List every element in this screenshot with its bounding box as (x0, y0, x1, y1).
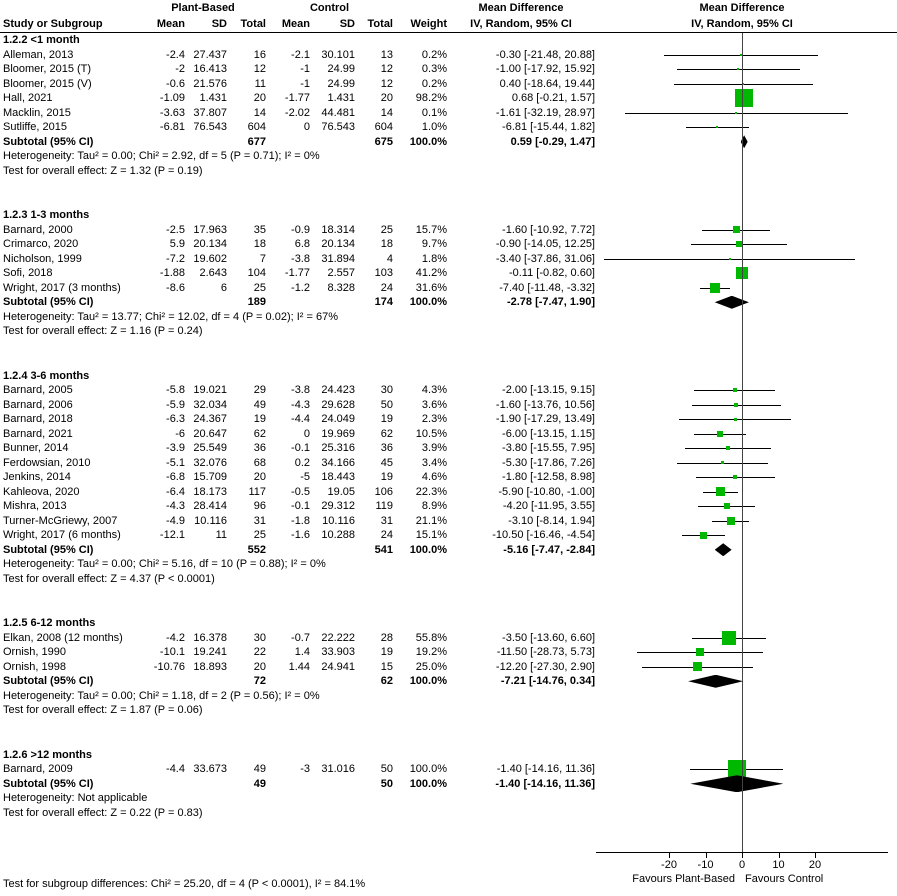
plot-cell (595, 499, 897, 514)
plot-cell (595, 660, 897, 675)
effect-marker (717, 431, 723, 437)
plot-cell (595, 91, 897, 106)
effect-marker (724, 503, 730, 509)
study-header: Study or Subgroup (3, 18, 103, 30)
mean1-header: Mean (156, 18, 185, 30)
subtotal-row: Subtotal (95% CI) 72 62 100.0% -7.21 [-14.76, 0.34] (0, 674, 897, 689)
axis-tick (669, 852, 670, 858)
overall-effect-text: Test for overall effect: Z = 4.37 (P < 0.0001) (3, 572, 215, 585)
plot-cell (595, 456, 897, 471)
study-row: Ornish, 1998 -10.76 18.893 20 1.44 24.941 15 25.0% -12.20 [-27.30, 2.90] (0, 660, 897, 675)
axis-tick (706, 852, 707, 858)
plot-cell (595, 674, 897, 689)
study-row: Bloomer, 2015 (T) -2 16.413 12 -1 24.99 12 0.3% -1.00 [-17.92, 15.92] (0, 62, 897, 77)
study-row: Alleman, 2013 -2.4 27.437 16 -2.1 30.101 13 0.2% -0.30 [-21.48, 20.88] (0, 48, 897, 63)
subtotal-row: Subtotal (95% CI) 677 675 100.0% 0.59 [-0.29, 1.47] (0, 135, 897, 150)
plot-cell (595, 528, 897, 543)
plot-cell (595, 383, 897, 398)
study-row: Kahleova, 2020 -6.4 18.173 117 -0.5 19.05 106 22.3% -5.90 [-10.80, -1.00] (0, 485, 897, 500)
study-row: Wright, 2017 (3 months) -8.6 6 25 -1.2 8.328 24 31.6% -7.40 [-11.48, -3.32] (0, 281, 897, 296)
study-row: Nicholson, 1999 -7.2 19.602 7 -3.8 31.894 4 1.8% -3.40 [-37.86, 31.06] (0, 252, 897, 267)
favours-left-label: Favours Plant-Based (632, 873, 735, 885)
study-row: Wright, 2017 (6 months) -12.1 11 25 -1.6 10.288 24 15.1% -10.50 [-16.46, -4.54] (0, 528, 897, 543)
group2-header: Control (309, 2, 350, 14)
study-row: Bunner, 2014 -3.9 25.549 36 -0.1 25.316 36 3.9% -3.80 [-15.55, 7.95] (0, 441, 897, 456)
study-row: Sutliffe, 2015 -6.81 76.543 604 0 76.543 604 1.0% -6.81 [-15.44, 1.82] (0, 120, 897, 135)
plot-cell (595, 281, 897, 296)
study-row: Barnard, 2006 -5.9 32.034 49 -4.3 29.628 50 3.6% -1.60 [-13.76, 10.56] (0, 398, 897, 413)
table-header (0, 0, 897, 33)
plot-cell (595, 223, 897, 238)
study-row: Barnard, 2009 -4.4 33.673 49 -3 31.016 50 100.0% -1.40 [-14.16, 11.36] (0, 762, 897, 777)
effect-marker (696, 648, 704, 656)
section-spacer (0, 178, 897, 208)
study-row: Sofi, 2018 -1.88 2.643 104 -1.77 2.557 103 41.2% -0.11 [-0.82, 0.60] (0, 266, 897, 281)
plot-cell (595, 543, 897, 558)
plot-cell (595, 762, 897, 777)
study-row: Elkan, 2008 (12 months) -4.2 16.378 30 -0.7 22.222 28 55.8% -3.50 [-13.60, 6.60] (0, 631, 897, 646)
effect-marker (729, 258, 731, 260)
subtotal-diamond (688, 675, 743, 688)
favours-right-label: Favours Control (745, 873, 824, 885)
section-title: 1.2.5 6-12 months (3, 617, 96, 629)
study-row: Turner-McGriewy, 2007 -4.9 10.116 31 -1.8 10.116 31 21.1% -3.10 [-8.14, 1.94] (0, 514, 897, 529)
plot-cell (595, 514, 897, 529)
study-row: Jenkins, 2014 -6.8 15.709 20 -5 18.443 19 4.6% -1.80 [-12.58, 8.98] (0, 470, 897, 485)
weight-header: Weight (410, 18, 447, 30)
plot-column-title: Mean Difference (699, 2, 785, 14)
study-row: Barnard, 2005 -5.8 19.021 29 -3.8 24.423 30 4.3% -2.00 [-13.15, 9.15] (0, 383, 897, 398)
study-row: Bloomer, 2015 (V) -0.6 21.576 11 -1 24.99 12 0.2% 0.40 [-18.64, 19.44] (0, 77, 897, 92)
effect-marker (737, 68, 739, 70)
effect-marker (716, 126, 718, 128)
subtotal-row: Subtotal (95% CI) 189 174 100.0% -2.78 [-7.47, 1.90] (0, 295, 897, 310)
study-row: Ferdowsian, 2010 -5.1 32.076 68 0.2 34.166 45 3.4% -5.30 [-17.86, 7.26] (0, 456, 897, 471)
sd2-header: SD (339, 18, 355, 30)
effect-marker (733, 388, 737, 392)
overall-effect-text: Test for overall effect: Z = 1.87 (P = 0.06) (3, 704, 203, 716)
heterogeneity-text: Heterogeneity: Tau² = 0.00; Chi² = 5.16, df = 10 (P = 0.88); I² = 0% (3, 558, 326, 570)
section-spacer (0, 586, 897, 616)
section-title: 1.2.3 1-3 months (3, 209, 90, 221)
section-spacer (0, 339, 897, 369)
model-header: IV, Random, 95% CI (470, 18, 572, 30)
axis-tick-label: -20 (661, 859, 677, 871)
plot-cell (595, 295, 897, 310)
mean2-header: Mean (281, 18, 310, 30)
plot-cell (595, 441, 897, 456)
subtotal-diamond (690, 775, 783, 792)
plot-cell (595, 470, 897, 485)
plot-cell (595, 135, 897, 150)
plot-cell (595, 631, 897, 646)
plot-cell (595, 485, 897, 500)
effect-marker (733, 226, 740, 233)
study-row: Barnard, 2000 -2.5 17.963 35 -0.9 18.314 25 15.7% -1.60 [-10.92, 7.72] (0, 223, 897, 238)
study-row: Barnard, 2021 -6 20.647 62 0 19.969 62 10.5% -6.00 [-13.15, 1.15] (0, 427, 897, 442)
sd1-header: SD (211, 18, 227, 30)
subtotal-row: Subtotal (95% CI) 49 50 100.0% -1.40 [-14.16, 11.36] (0, 777, 897, 792)
plot-cell (595, 427, 897, 442)
plot-cell (595, 62, 897, 77)
plot-cell (595, 106, 897, 121)
effect-marker (734, 403, 738, 407)
effect-marker (733, 475, 737, 479)
heterogeneity-text: Heterogeneity: Tau² = 13.77; Chi² = 12.02, df = 4 (P = 0.02); I² = 67% (3, 310, 338, 323)
effect-marker (727, 517, 735, 525)
plot-cell (595, 266, 897, 281)
section-title: 1.2.6 >12 months (3, 748, 92, 761)
study-row: Crimarco, 2020 5.9 20.134 18 6.8 20.134 18 9.7% -0.90 [-14.05, 12.25] (0, 237, 897, 252)
total2-header: Total (367, 18, 393, 30)
subgroup-difference-test: Test for subgroup differences: Chi² = 25.20, df = 4 (P < 0.0001), I² = 84.1% (3, 878, 366, 890)
subtotal-row: Subtotal (95% CI) 552 541 100.0% -5.16 [-7.47, -2.84] (0, 543, 897, 558)
axis-tick-label: 10 (772, 859, 785, 871)
effect-marker (693, 662, 702, 671)
study-row: Mishra, 2013 -4.3 28.414 96 -0.1 29.312 119 8.9% -4.20 [-11.95, 3.55] (0, 499, 897, 514)
plot-cell (595, 777, 897, 792)
section-spacer (0, 718, 897, 748)
plot-cell (595, 398, 897, 413)
effect-marker (716, 487, 725, 496)
axis-tick (779, 852, 780, 858)
effect-marker (736, 241, 742, 247)
study-row: Macklin, 2015 -3.63 37.807 14 -2.02 44.481 14 0.1% -1.61 [-32.19, 28.97] (0, 106, 897, 121)
effect-marker (722, 631, 736, 645)
effect-marker (726, 446, 730, 450)
heterogeneity-text: Heterogeneity: Tau² = 0.00; Chi² = 2.92, df = 5 (P = 0.71); I² = 0% (3, 150, 320, 162)
overall-effect-text: Test for overall effect: Z = 1.16 (P = 0.24) (3, 325, 203, 337)
effect-marker (700, 532, 707, 539)
plot-cell (595, 645, 897, 660)
axis-tick-label: 0 (738, 859, 746, 871)
effect-marker (721, 461, 724, 464)
axis-tick-label: 20 (808, 859, 822, 871)
heterogeneity-text: Heterogeneity: Tau² = 0.00; Chi² = 1.18, df = 2 (P = 0.56); I² = 0% (3, 689, 320, 702)
zero-reference-line (742, 33, 743, 852)
overall-effect-text: Test for overall effect: Z = 1.32 (P = 0.19) (3, 164, 203, 177)
group1-header: Plant-Based (171, 2, 235, 14)
study-row: Barnard, 2018 -6.3 24.367 19 -4.4 24.049 19 2.3% -1.90 [-17.29, 13.49] (0, 412, 897, 427)
subtotal-diamond (715, 543, 732, 556)
axis-tick-label: -10 (697, 859, 714, 871)
plot-cell (595, 412, 897, 427)
effect-column-title: Mean Difference (478, 2, 564, 14)
plot-cell (595, 48, 897, 63)
plot-cell (595, 120, 897, 135)
heterogeneity-text: Heterogeneity: Not applicable (3, 792, 148, 804)
plot-model-header: IV, Random, 95% CI (691, 18, 793, 30)
plot-cell (595, 252, 897, 267)
section-title: 1.2.2 <1 month (3, 34, 80, 46)
study-row: Hall, 2021 -1.09 1.431 20 -1.77 1.431 20 98.2% 0.68 [-0.21, 1.57] (0, 91, 897, 106)
section-title: 1.2.4 3-6 months (3, 369, 90, 382)
forest-rows (0, 33, 897, 820)
x-axis (595, 820, 897, 896)
effect-marker (734, 418, 737, 421)
axis-tick (815, 852, 816, 858)
overall-effect-text: Test for overall effect: Z = 0.22 (P = 0.83) (3, 806, 203, 819)
plot-cell (595, 237, 897, 252)
subtotal-diamond (715, 296, 749, 309)
study-row: Ornish, 1990 -10.1 19.241 22 1.4 33.903 19 19.2% -11.50 [-28.73, 5.73] (0, 645, 897, 660)
axis-tick (742, 852, 743, 858)
effect-marker (735, 112, 737, 114)
effect-marker (710, 283, 720, 293)
total1-header: Total (240, 18, 266, 30)
